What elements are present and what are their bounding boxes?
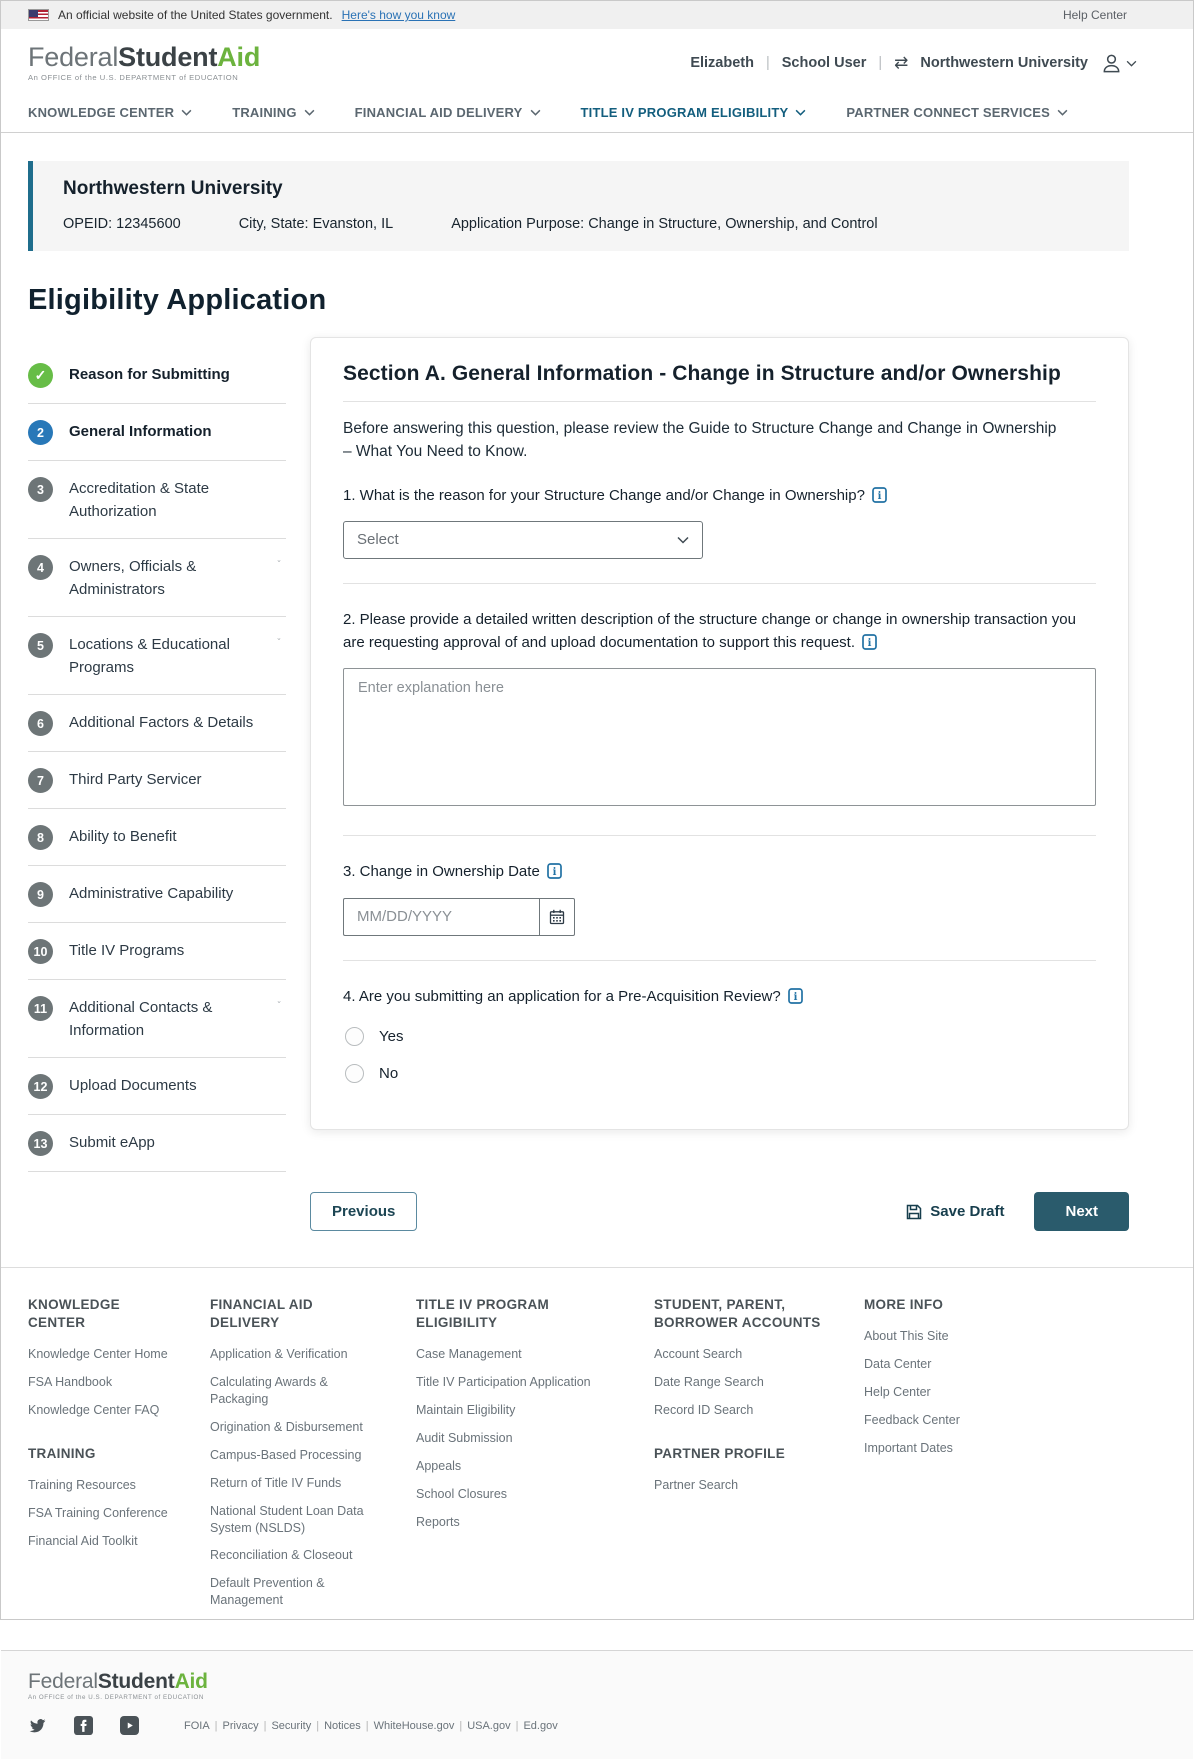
stepper [28, 347, 286, 1172]
calendar-button[interactable] [539, 898, 575, 936]
ownership-date-input[interactable] [343, 898, 539, 936]
footer-heading: FINANCIAL AID DELIVERY [210, 1297, 313, 1331]
footer-link[interactable]: Case Management [416, 1347, 522, 1362]
footer-link[interactable]: Calculating Awards & Packaging [210, 1375, 328, 1407]
separator: | [878, 55, 883, 71]
footer-heading: TRAINING [28, 1446, 96, 1462]
footer-column [864, 1296, 1004, 1620]
footer-link[interactable]: Feedback Center [864, 1412, 960, 1427]
bottom-links: FOIA | Privacy | Security | Notices | WhiteHouse.gov | USA.gov | Ed.gov [184, 1719, 558, 1732]
radio-button[interactable] [345, 1064, 364, 1083]
footer-heading: MORE INFO [864, 1297, 944, 1312]
step-label: Additional Factors & Details [69, 714, 254, 731]
step-label: Third Party Servicer [69, 771, 202, 788]
info-icon[interactable] [788, 988, 803, 1011]
save-draft-button[interactable]: Save Draft [906, 1203, 1004, 1220]
footer-column [28, 1296, 176, 1620]
chevron-down-icon [304, 109, 315, 116]
radio-label: No [379, 1064, 399, 1082]
us-flag-icon [28, 9, 49, 21]
nav-item-title-iv-program-eligibility[interactable] [581, 105, 807, 120]
step-number-badge: 8 [28, 825, 53, 850]
step-label: Reason for Submitting [69, 366, 230, 383]
footer-heading: STUDENT, PARENT, BORROWER ACCOUNTS [654, 1297, 821, 1331]
footer-link[interactable]: Account Search [654, 1347, 743, 1362]
step-number-badge: 12 [28, 1074, 53, 1099]
footer-section [210, 1296, 382, 1609]
footer-link[interactable]: Return of Title IV Funds [210, 1475, 342, 1490]
nav-item-partner-connect-services[interactable] [846, 105, 1068, 120]
logo-word-federal: Federal [28, 42, 119, 72]
footer-link[interactable]: Maintain Eligibility [416, 1403, 516, 1418]
chevron-down-icon [1126, 60, 1137, 67]
chevron-down-icon [181, 109, 192, 116]
school-purpose: Application Purpose: Change in Structure, Ownership, and Control [451, 216, 878, 232]
header [1, 29, 1193, 93]
footer-heading: TITLE IV PROGRAM ELIGIBILITY [416, 1297, 550, 1331]
school-opeid: OPEID: 12345600 [63, 216, 181, 232]
step-upload-documents[interactable] [28, 1058, 286, 1115]
chevron-down-icon [795, 109, 806, 116]
bottom-link[interactable]: Privacy [222, 1719, 259, 1732]
calendar-icon [549, 909, 565, 925]
footer-link[interactable]: Knowledge Center FAQ [28, 1403, 160, 1418]
step-reason-for-submitting[interactable] [28, 347, 286, 404]
footer-link[interactable]: Important Dates [864, 1440, 953, 1455]
chevron-down-icon [274, 632, 284, 640]
save-icon [906, 1204, 922, 1220]
footer-link[interactable]: Date Range Search [654, 1375, 764, 1390]
school-name: Northwestern University [63, 178, 283, 199]
footer-link[interactable]: Data Center [864, 1357, 932, 1372]
account-menu-button[interactable] [1100, 52, 1137, 75]
footer-link[interactable]: Help Center [864, 1384, 931, 1399]
step-number-badge: 9 [28, 882, 53, 907]
footer-section [28, 1296, 176, 1419]
step-number-badge: 11 [28, 996, 53, 1021]
step-label: Owners, Officials & Administrators [69, 558, 197, 598]
footer-link[interactable]: Default Prevention & Management [210, 1576, 325, 1608]
section-title: Section A. General Information - Change in Structure and/or Ownership [343, 362, 1061, 385]
step-label: Additional Contacts & Information [69, 999, 213, 1039]
twitter-icon[interactable] [28, 1716, 47, 1735]
footer-link[interactable]: Training Resources [28, 1478, 136, 1493]
step-third-party-servicer[interactable] [28, 752, 286, 809]
help-center-link[interactable]: Help Center [1062, 8, 1127, 22]
person-icon [1100, 52, 1123, 75]
main-nav [1, 93, 1193, 133]
user-name: Elizabeth [690, 55, 754, 71]
step-label: General Information [69, 423, 212, 440]
svg-text:i: i [552, 867, 557, 879]
step-number-badge: 4 [28, 555, 53, 580]
question-2-label: 2. Please provide a detailed written description of the structure change or change in ownership transaction you are requesting approval of and upload documentation to support this request. i [343, 608, 1096, 658]
footer-section [654, 1445, 830, 1494]
next-button[interactable]: Next [1034, 1192, 1129, 1231]
bottom-link[interactable]: USA.gov [467, 1719, 511, 1732]
step-locations-educational-programs[interactable] [28, 617, 286, 695]
step-additional-factors-details[interactable] [28, 695, 286, 752]
fsa-logo[interactable] [28, 44, 260, 82]
question-4-label: 4. Are you submitting an application for a Pre-Acquisition Review? i [343, 985, 1096, 1011]
social-row [28, 1716, 1166, 1735]
nav-item-financial-aid-delivery[interactable] [355, 105, 541, 120]
bottom-link[interactable]: Notices [324, 1719, 361, 1732]
step-number-badge: 13 [28, 1131, 53, 1156]
previous-button[interactable]: Previous [310, 1192, 417, 1231]
footer-link[interactable]: Application & Verification [210, 1347, 348, 1362]
chevron-down-icon [1057, 109, 1068, 116]
gov-banner-text: An official website of the United States government. [58, 8, 333, 22]
footer-section [28, 1445, 176, 1550]
footer-link[interactable]: School Closures [416, 1486, 508, 1501]
user-area [690, 52, 1137, 75]
step-title-iv-programs[interactable] [28, 923, 286, 980]
footer-link[interactable]: National Student Loan Data System (NSLDS) [210, 1503, 364, 1535]
footer-link[interactable]: Title IV Participation Application [416, 1375, 591, 1390]
switch-org-icon[interactable]: ⇄ [894, 53, 909, 72]
page-title: Eligibility Application [28, 284, 327, 316]
footer-link[interactable]: About This Site [864, 1329, 949, 1344]
step-label: Ability to Benefit [69, 828, 177, 845]
footer-link[interactable]: FSA Training Conference [28, 1506, 168, 1521]
logo-word-aid: Aid [217, 42, 261, 72]
logo-tagline: An OFFICE of the U.S. DEPARTMENT of EDUCATION [28, 73, 239, 82]
nav-item-label: TRAINING [232, 105, 297, 120]
footer-link[interactable]: Appeals [416, 1458, 462, 1473]
nav-item-label: PARTNER CONNECT SERVICES [846, 105, 1051, 120]
footer-link[interactable]: Campus-Based Processing [210, 1447, 362, 1462]
pre-acquisition-options [343, 1027, 1096, 1083]
nav-item-label: KNOWLEDGE CENTER [28, 105, 175, 120]
bottom-link[interactable]: Security [271, 1719, 312, 1732]
chevron-down-icon [274, 995, 284, 1003]
step-additional-contacts-information[interactable] [28, 980, 286, 1058]
step-general-information[interactable] [28, 404, 286, 461]
explanation-textarea[interactable] [343, 668, 1096, 806]
facebook-icon[interactable] [74, 1716, 93, 1735]
footer-section [654, 1296, 830, 1419]
nav-item-knowledge-center[interactable] [28, 105, 192, 120]
chevron-down-icon [274, 554, 284, 562]
step-complete-check-icon: ✓ [28, 363, 53, 388]
chevron-down-icon [677, 536, 689, 544]
step-number-badge: 5 [28, 633, 53, 658]
logo-word-student: Student [118, 42, 218, 72]
gov-banner [1, 1, 1193, 29]
school-city-state: City, State: Evanston, IL [238, 216, 394, 232]
info-icon[interactable] [547, 863, 562, 886]
step-owners-officials-administrators[interactable] [28, 539, 286, 617]
step-submit-eapp[interactable] [28, 1115, 286, 1172]
user-org: Northwestern University [920, 55, 1088, 71]
step-number-badge: 6 [28, 711, 53, 736]
radio-option-yes[interactable] [345, 1027, 1096, 1046]
footer-link[interactable]: Financial Aid Toolkit [28, 1534, 138, 1549]
gov-banner-link[interactable]: Here's how you know [341, 8, 456, 22]
bottom-link[interactable]: Ed.gov [523, 1719, 558, 1732]
footer-link[interactable]: Reconciliation & Closeout [210, 1548, 353, 1563]
footer-link[interactable]: Reports [416, 1514, 460, 1529]
site-footer [1, 1267, 1193, 1650]
step-label: Administrative Capability [69, 885, 234, 902]
footer-link[interactable]: FSA Handbook [28, 1375, 113, 1390]
step-number-badge: 10 [28, 939, 53, 964]
footer-heading: KNOWLEDGE CENTER [28, 1297, 120, 1331]
step-label: Locations & Educational Programs [69, 636, 230, 676]
step-label: Upload Documents [69, 1077, 197, 1094]
info-icon[interactable] [862, 634, 877, 657]
form-card [310, 337, 1129, 1130]
footer-link[interactable]: Audit Submission [416, 1431, 513, 1446]
content [1, 317, 1193, 1172]
footer-section [864, 1296, 1004, 1457]
step-label: Accreditation & State Authorization [69, 480, 210, 520]
radio-option-no[interactable] [345, 1064, 1096, 1083]
form-actions [310, 1192, 1129, 1231]
user-role: School User [781, 55, 867, 71]
question-3-label: 3. Change in Ownership Date i [343, 860, 1096, 886]
svg-text:i: i [867, 638, 872, 649]
intro-text: Before answering this question, please review the Guide to Structure Change and Change in Ownership – What You Need to Know. [343, 420, 1057, 461]
nav-item-training[interactable] [232, 105, 314, 120]
step-label: Submit eApp [69, 1134, 155, 1151]
step-number-badge: 3 [28, 477, 53, 502]
nav-item-label: FINANCIAL AID DELIVERY [354, 105, 523, 120]
footer-section [416, 1296, 620, 1531]
select-value: Select [357, 531, 399, 549]
question-1-label: 1. What is the reason for your Structure Change and/or Change in Ownership? i [343, 484, 1096, 510]
nav-item-label: TITLE IV PROGRAM ELIGIBILITY [580, 105, 789, 120]
svg-text:i: i [793, 991, 798, 1003]
footer-link[interactable]: Record ID Search [654, 1403, 754, 1418]
info-icon[interactable] [872, 487, 887, 510]
footer-column [416, 1296, 620, 1620]
school-banner [28, 161, 1129, 251]
radio-label: Yes [379, 1027, 404, 1045]
step-administrative-capability[interactable] [28, 866, 286, 923]
footer-column [210, 1296, 382, 1620]
footer-link[interactable]: Knowledge Center Home [28, 1347, 168, 1362]
fsa-logo-footer[interactable]: FederalStudentAid An OFFICE of the U.S. DEPARTMENT of EDUCATION [28, 1670, 208, 1702]
footer-column [654, 1296, 830, 1620]
chevron-down-icon [530, 109, 541, 116]
bottom-link[interactable]: WhiteHouse.gov [373, 1719, 455, 1732]
reason-select[interactable] [343, 521, 703, 559]
footer-heading: PARTNER PROFILE [654, 1446, 786, 1462]
bottom-link[interactable]: FOIA [184, 1719, 210, 1732]
bottom-bar [1, 1650, 1193, 1759]
step-label: Title IV Programs [69, 942, 185, 959]
step-number-badge: 2 [28, 420, 53, 445]
step-accreditation-state-authorization[interactable] [28, 461, 286, 539]
radio-button[interactable] [345, 1027, 364, 1046]
step-ability-to-benefit[interactable] [28, 809, 286, 866]
youtube-icon[interactable] [120, 1716, 139, 1735]
svg-text:i: i [877, 490, 882, 502]
footer-link[interactable]: Origination & Disbursement [210, 1420, 363, 1435]
separator: | [765, 55, 770, 71]
footer-link[interactable]: Partner Search [654, 1478, 739, 1493]
step-number-badge: 7 [28, 768, 53, 793]
